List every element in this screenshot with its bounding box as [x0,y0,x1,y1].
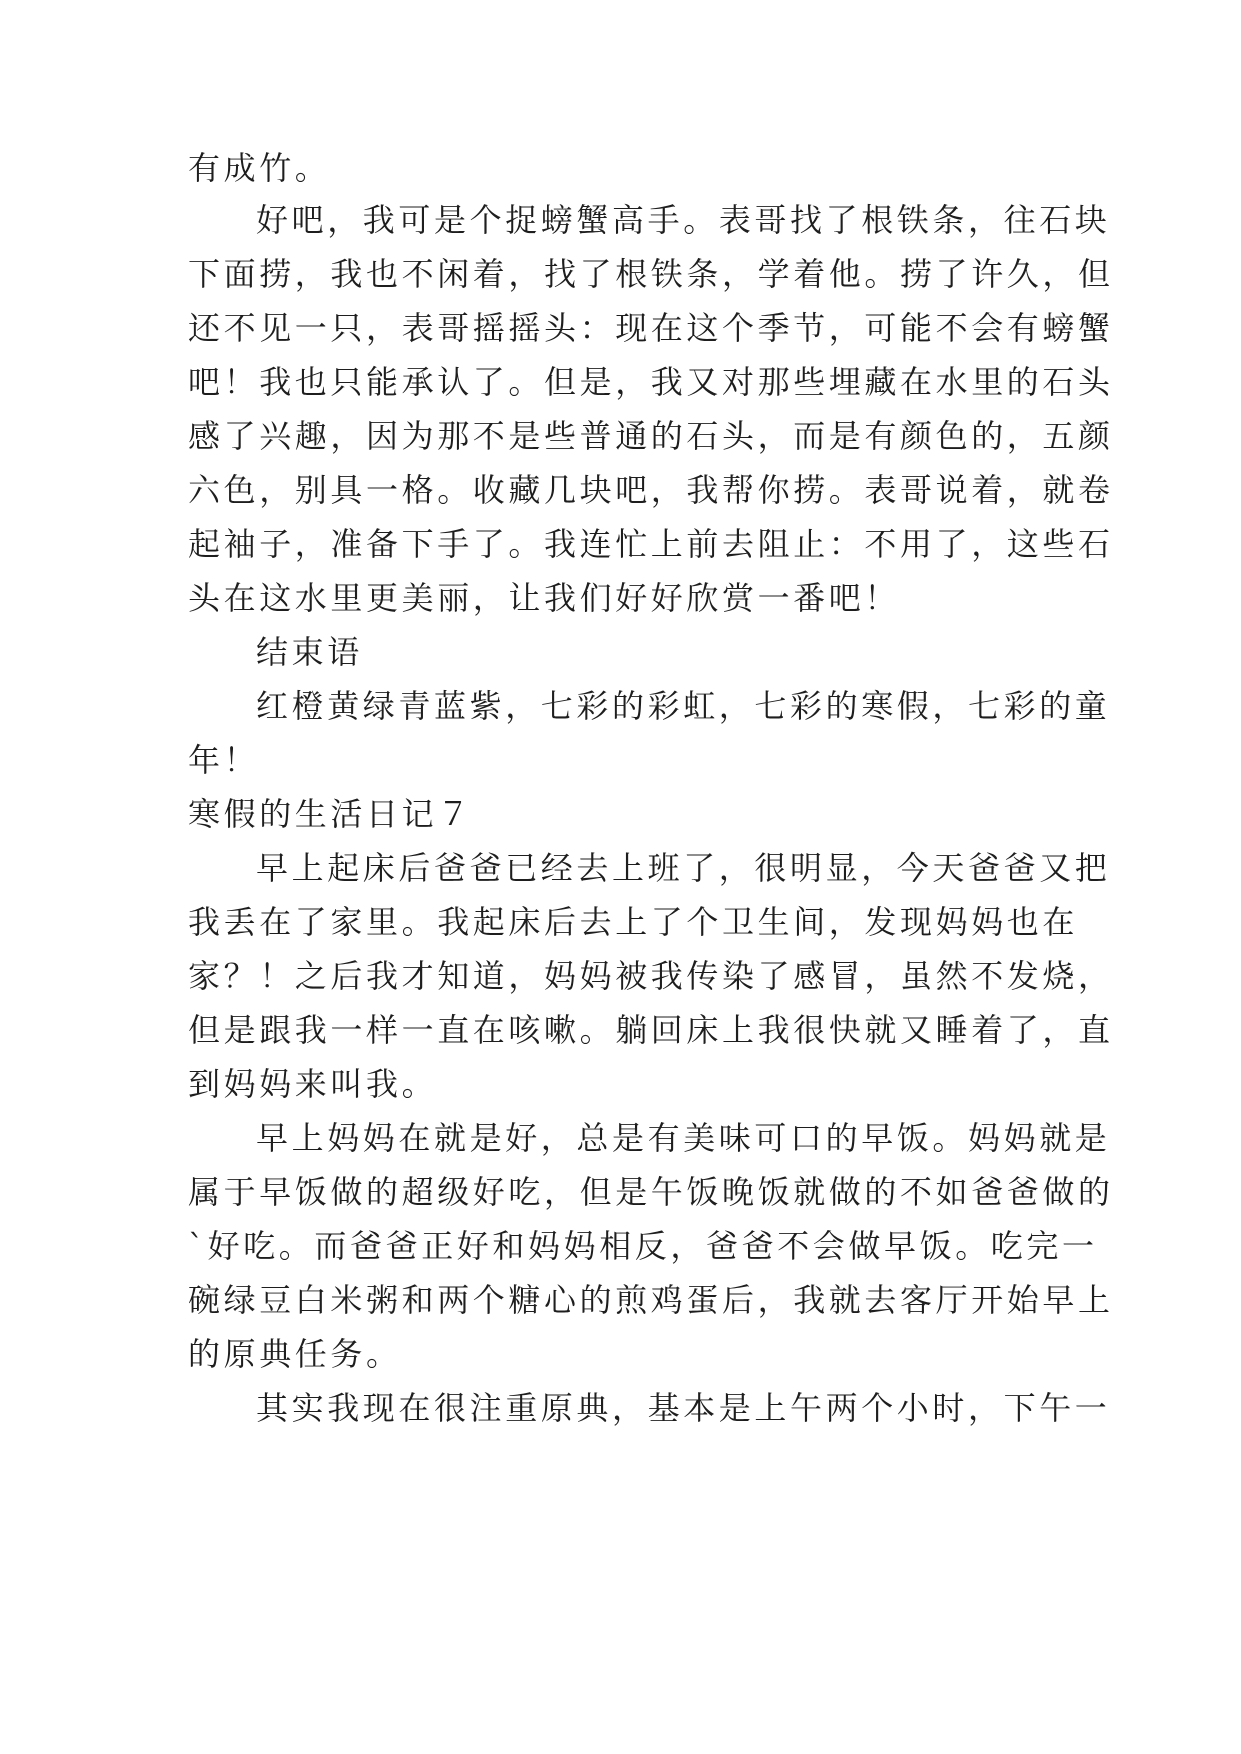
text-line: 碗绿豆白米粥和两个糖心的煎鸡蛋后，我就去客厅开始早上 [188,1281,1114,1319]
text-line: 但是跟我一样一直在咳嗽。躺回床上我很快就又睡着了，直 [188,1011,1114,1049]
section-heading: 结束语 [256,633,363,671]
paragraph-start-line: 好吧，我可是个捉螃蟹高手。表哥找了根铁条，往石块 [256,201,1111,239]
text-line: 起袖子，准备下手了。我连忙上前去阻止：不用了，这些石 [188,525,1114,563]
paragraph-start-line: 红橙黄绿青蓝紫，七彩的彩虹，七彩的寒假，七彩的童 [256,687,1111,725]
paragraph-start-line: 早上起床后爸爸已经去上班了，很明显，今天爸爸又把 [256,849,1111,887]
text-line: 吧！我也只能承认了。但是，我又对那些埋藏在水里的石头 [188,363,1114,401]
entry-title: 寒假的生活日记７ [188,795,473,833]
paragraph-start-line: 早上妈妈在就是好，总是有美味可口的早饭。妈妈就是 [256,1119,1111,1157]
text-line: 六色，别具一格。收藏几块吧，我帮你捞。表哥说着，就卷 [188,471,1114,509]
text-line: 家？！之后我才知道，妈妈被我传染了感冒，虽然不发烧， [188,957,1114,995]
text-line: 我丢在了家里。我起床后去上了个卫生间，发现妈妈也在 [188,903,1079,941]
text-line: 还不见一只，表哥摇摇头：现在这个季节，可能不会有螃蟹 [188,309,1114,347]
text-line: 感了兴趣，因为那不是些普通的石头，而是有颜色的，五颜 [188,417,1114,455]
text-line: 下面捞，我也不闲着，找了根铁条，学着他。捞了许久，但 [188,255,1114,293]
text-line: `好吃。而爸爸正好和妈妈相反，爸爸不会做早饭。吃完一 [188,1227,1098,1265]
text-line: 的原典任务。 [188,1335,402,1373]
text-line: 头在这水里更美丽，让我们好好欣赏一番吧！ [188,579,901,617]
text-line: 年！ [188,741,260,779]
paragraph-start-line: 其实我现在很注重原典，基本是上午两个小时，下午一 [256,1389,1111,1427]
text-line: 有成竹。 [188,149,331,187]
text-line: 到妈妈来叫我。 [188,1065,438,1103]
text-line: 属于早饭做的超级好吃，但是午饭晚饭就做的不如爸爸做的 [188,1173,1114,1211]
